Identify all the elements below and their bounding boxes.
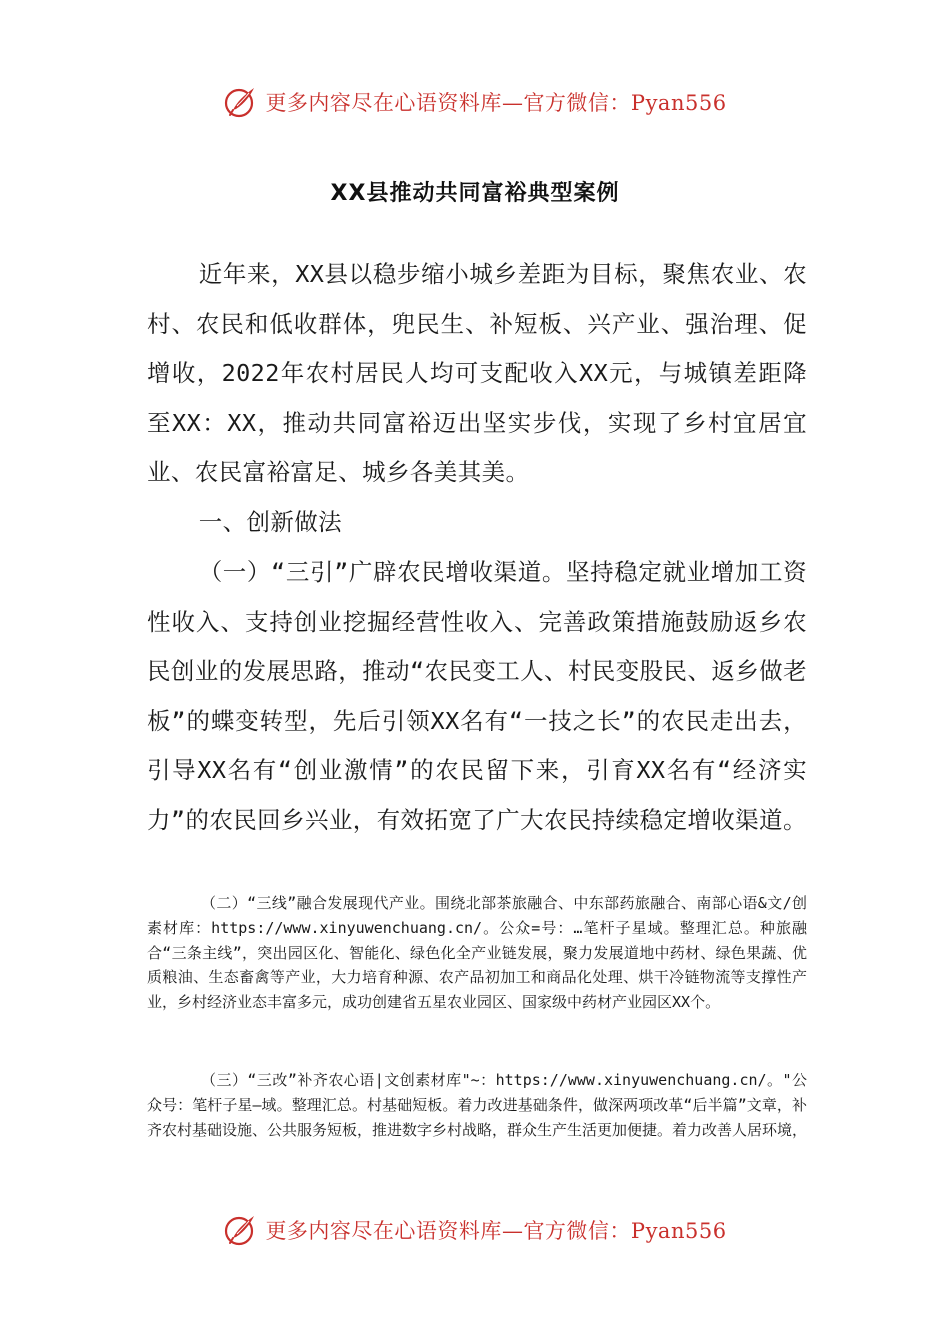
section-heading-text: 一、创新做法 (198, 508, 343, 536)
header-watermark-banner (0, 80, 950, 124)
banner-content (223, 84, 726, 120)
section-3-text: （三）“三改”补齐农心语|文创素材库"~：https://www.xinyuwenchuang.cn/。"公众号：笔杆子星—域。整理汇总。村基础短板。着力改进基础条件，做深两项改革“后半篇”文章，补齐农村基础设施、公共服务短板，推进数字乡村战略，群众生产生活更加便捷。着力改善人居环境， (147, 1071, 808, 1139)
section-3-paragraph (147, 1068, 807, 1142)
section-heading-innovation (147, 498, 807, 548)
banner-text: 更多内容尽在心语资料库—官方微信：Pyan556 (265, 91, 727, 115)
page-title: XX县推动共同富裕典型案例 (330, 181, 620, 206)
intro-paragraph (147, 250, 807, 498)
section-1-text: （一）“三引”广辟农民增收渠道。坚持稳定就业增加工资性收入、支持创业挖掘经营性收入、完善政策措施鼓励返乡农民创业的发展思路，推动“农民变工人、村民变股民、返乡做老板”的蝶变转型，先后引领XX名有“一技之长”的农民走出去，引导XX名有“创业激情”的农民留下来，引育XX名有“经济实力”的农民回乡兴业，有效拓宽了广大农民持续稳定增收渠道。 (147, 558, 807, 834)
quill-pen-logo-icon (223, 84, 259, 120)
section-2-paragraph (147, 891, 807, 1015)
quill-pen-logo-icon (223, 1212, 259, 1248)
banner-content (223, 1212, 726, 1248)
section-2-text: （二）“三线”融合发展现代产业。围绕北部茶旅融合、中东部药旅融合、南部心语&文/创素材库：https://www.xinyuwenchuang.cn/。公众=号：…笔杆子星域。整理汇总。种旅融合“三条主线”，突出园区化、智能化、绿色化全产业链发展，聚力发展道地中药材、绿色果蔬、优质粮油、生态畜禽等产业，大力培育种源、农产品初加工和商品化处理、烘干冷链物流等支撑性产业，乡村经济业态丰富多元，成功创建省五星农业园区、国家级中药材产业园区XX个。 (147, 894, 807, 1012)
footer-watermark-banner (0, 1208, 950, 1252)
banner-text: 更多内容尽在心语资料库—官方微信：Pyan556 (265, 1219, 727, 1243)
intro-text: 近年来，XX县以稳步缩小城乡差距为目标，聚焦农业、农村、农民和低收群体，兜民生、补短板、兴产业、强治理、促增收，2022年农村居民人均可支配收入XX元，与城镇差距降至XX：XX，推动共同富裕迈出坚实步伐，实现了乡村宜居宜业、农民富裕富足、城乡各美其美。 (147, 260, 807, 487)
section-1-paragraph (147, 548, 807, 846)
